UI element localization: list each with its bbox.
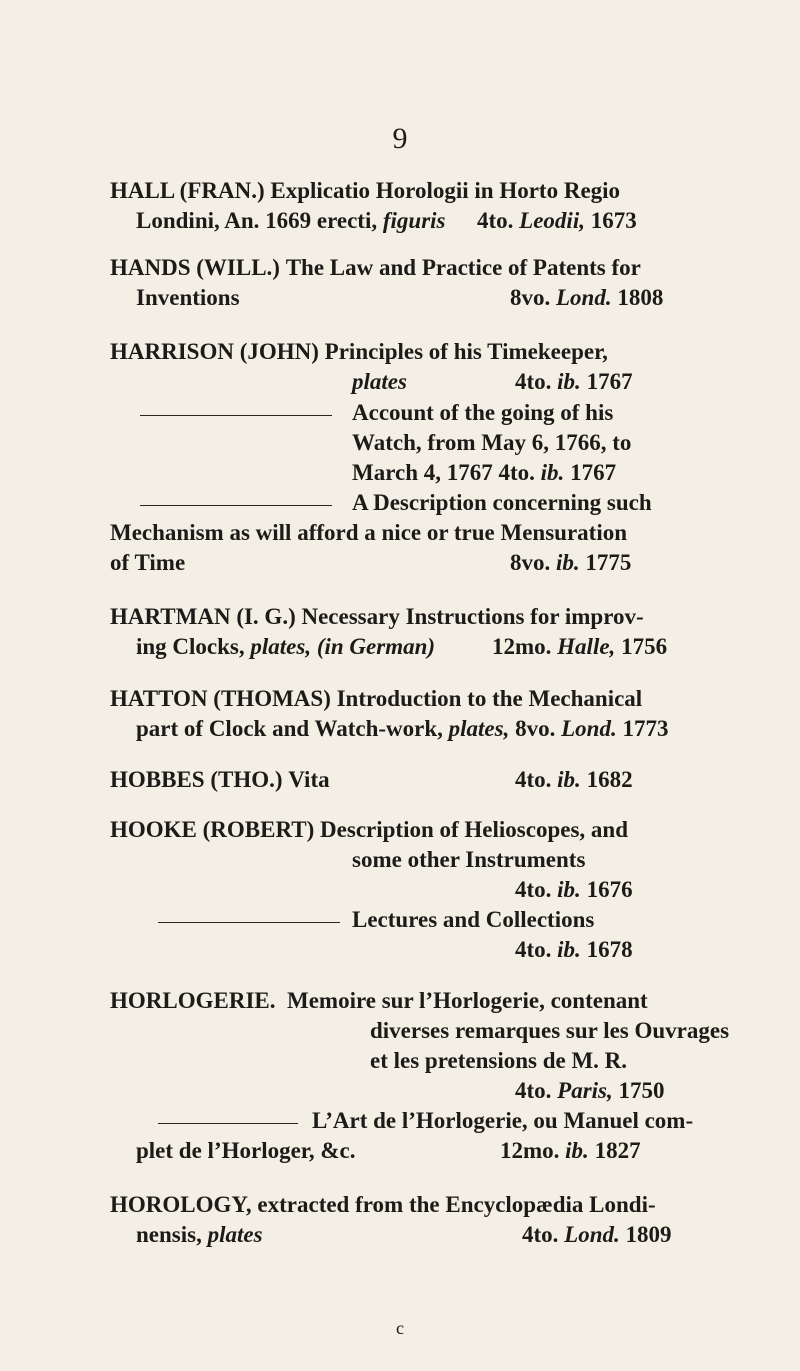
entry-title: Vita <box>288 767 330 792</box>
ditto-rule <box>158 922 340 923</box>
entry-author: HARRISON (JOHN) Principles of his Timekeeper, <box>110 339 608 364</box>
ditto-rule <box>140 505 332 506</box>
entry-title-cont: ing Clocks, plates, (in German) <box>136 634 436 659</box>
entry-title-cont: diverses remarques sur les Ouvrages <box>370 1018 730 1043</box>
entry-title: Memoire sur l’Horlogerie, contenant <box>287 988 648 1013</box>
entry-author: HORLOGERIE. Memoire sur l’Horlogerie, contenant <box>110 988 648 1013</box>
entry-author: HATTON (THOMAS) Introduction to the Mechanical <box>110 686 643 711</box>
entry-author: HARTMAN (I. G.) Necessary Instructions for improv- <box>110 604 644 629</box>
entry-author: HALL (FRAN.) Explicatio Horologii in Horto Regio <box>110 178 621 203</box>
signature-mark: c <box>396 1318 404 1338</box>
entry-imprint: 4to. Lond. 1809 <box>522 1222 672 1247</box>
entry-imprint: 8vo. Lond. 1808 <box>510 285 664 310</box>
entry-title: Introduction to the Mechanical <box>336 686 643 711</box>
entry-title-cont: plates <box>352 369 407 394</box>
entry-title: extracted from the Encyclopædia Londi- <box>257 1192 656 1217</box>
entry-title-cont: of Time <box>110 550 186 575</box>
entry-title: Necessary Instructions for improv- <box>301 604 644 629</box>
entry-title-cont: Watch, from May 6, 1766, to <box>352 430 632 455</box>
entry-title-cont: plet de l’Horloger, &c. <box>136 1138 356 1163</box>
entry-title: Explicatio Horologii in Horto Regio <box>270 178 621 203</box>
entry-author: HOROLOGY, extracted from the Encyclopædia Londi- <box>110 1192 656 1217</box>
entry-imprint: March 4, 1767 4to. ib. 1767 <box>352 460 617 485</box>
entry-imprint: 8vo. ib. 1775 <box>510 550 632 575</box>
page-number: 9 <box>392 122 408 155</box>
entry-imprint: 4to. ib. 1682 <box>515 767 633 792</box>
entry-title-cont: nensis, plates <box>136 1222 263 1247</box>
entry-title: A Description concerning such <box>352 490 652 515</box>
ditto-rule <box>158 1123 298 1124</box>
entry-imprint: 4to. ib. 1767 <box>515 369 633 394</box>
entry-author: HANDS (WILL.) The Law and Practice of Patents for <box>110 255 641 280</box>
ditto-rule <box>140 415 332 416</box>
entry-imprint: 4to. ib. 1676 <box>515 877 633 902</box>
entry-imprint: 4to. Paris, 1750 <box>515 1078 665 1103</box>
entry-imprint: 4to. Leodii, 1673 <box>477 208 637 233</box>
entry-title: Lectures and Collections <box>352 907 595 932</box>
entry-title-cont: Inventions <box>136 285 240 310</box>
entry-imprint: 12mo. Halle, 1756 <box>492 634 668 659</box>
entry-author: HOOKE (ROBERT) Description of Helioscopes, and <box>110 817 628 842</box>
entry-title: Principles of his Timekeeper, <box>324 339 608 364</box>
entry-title: Description of Helioscopes, and <box>320 817 628 842</box>
entry-title-cont: part of Clock and Watch-work, plates, 8vo. Lond. 1773 <box>136 716 669 741</box>
entry-title: L’Art de l’Horlogerie, ou Manuel com- <box>312 1108 694 1133</box>
entry-title-cont: Londini, An. 1669 erecti, figuris <box>136 208 446 233</box>
entry-title: Account of the going of his <box>352 400 614 425</box>
entry-author: HOBBES (THO.) Vita <box>110 767 330 792</box>
entry-imprint: 12mo. ib. 1827 <box>500 1138 641 1163</box>
entry-title-cont: some other Instruments <box>352 847 586 872</box>
entry-imprint: 4to. ib. 1678 <box>515 937 633 962</box>
entry-title-cont: Mechanism as will afford a nice or true Mensuration <box>110 520 628 545</box>
entry-title: The Law and Practice of Patents for <box>285 255 641 280</box>
entry-title-cont: et les pretensions de M. R. <box>370 1048 628 1073</box>
